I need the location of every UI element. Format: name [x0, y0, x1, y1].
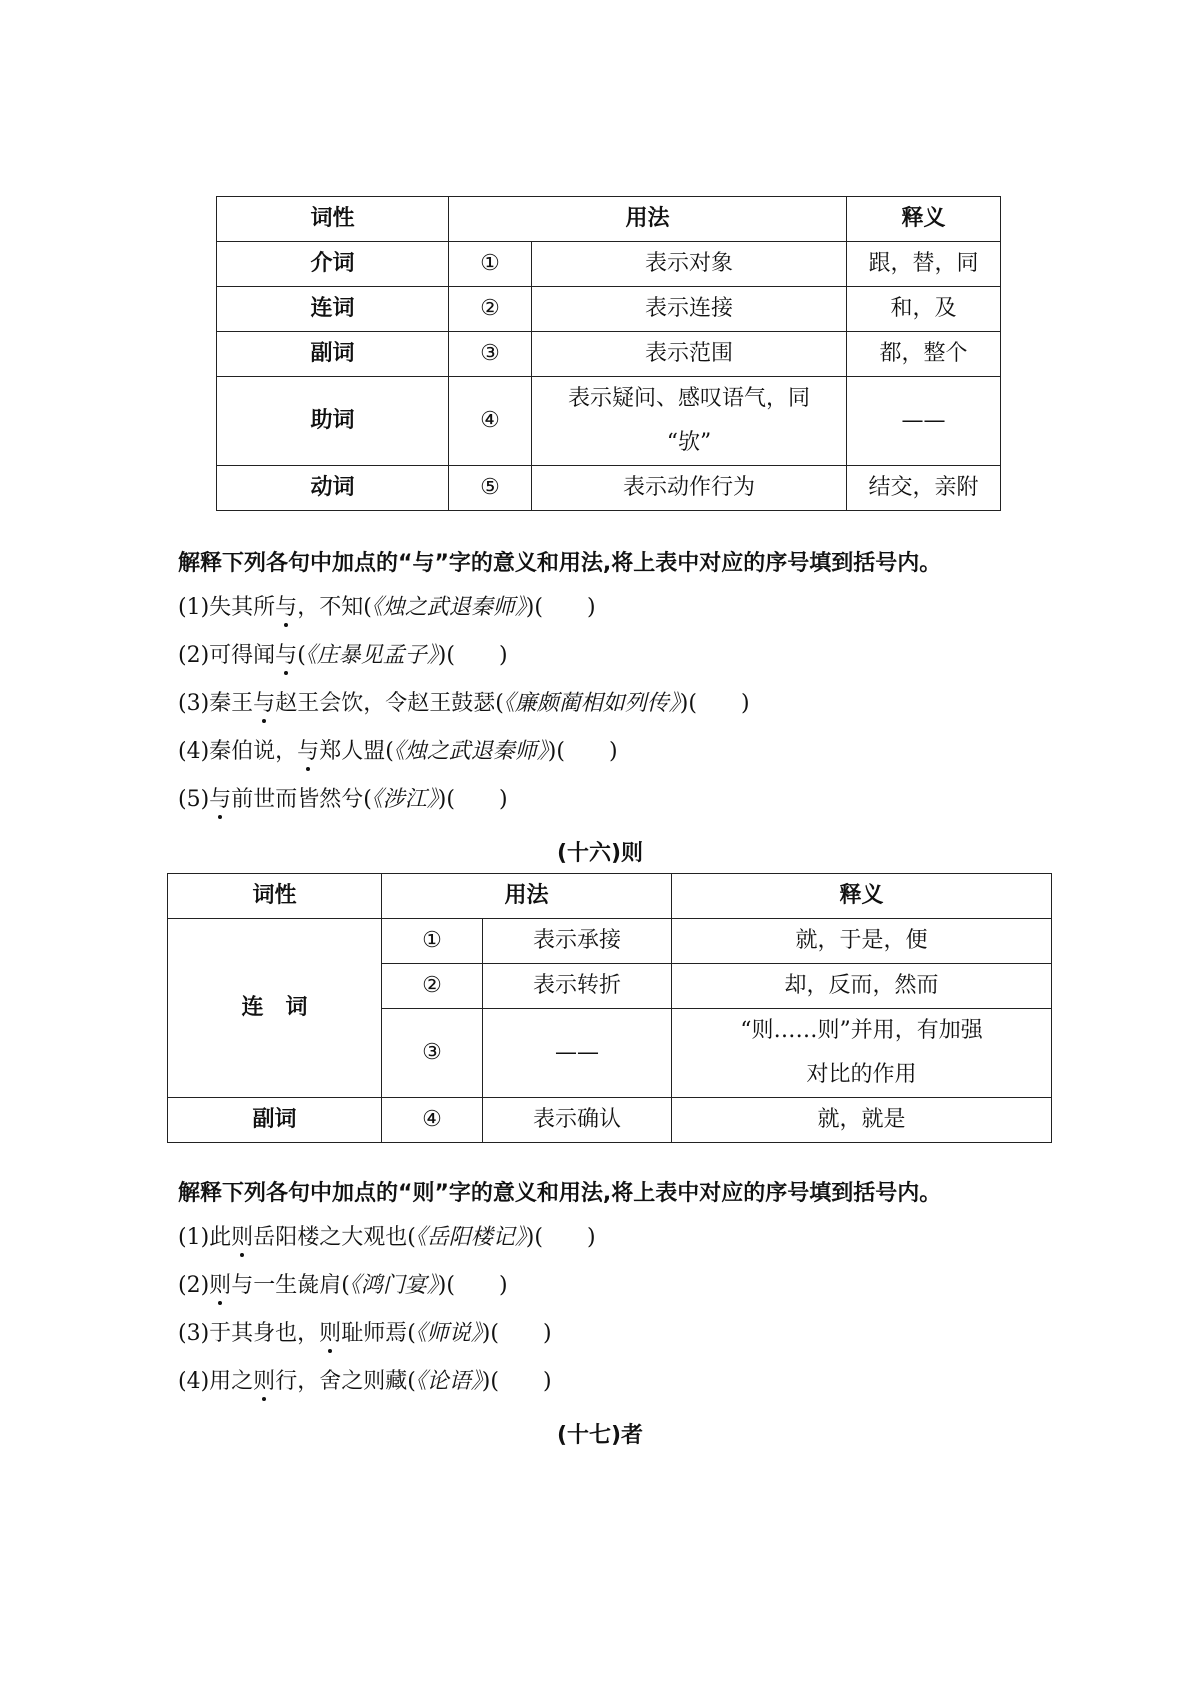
meaning-cell: 结交，亲附: [847, 466, 1001, 511]
table-row: [217, 242, 1001, 287]
yu-usage-table: [216, 196, 1001, 511]
book-title: 《涉江》: [371, 787, 438, 812]
header-meaning: 释义: [672, 874, 1052, 919]
num-cell: ②: [382, 964, 483, 1009]
question-item: [178, 734, 618, 765]
table-row: [217, 287, 1001, 332]
question-text: (4)秦伯说，: [178, 739, 298, 764]
meaning-cell: 就，就是: [672, 1098, 1052, 1143]
table-row: [217, 332, 1001, 377]
meaning-cell: 却，反而，然而: [672, 964, 1052, 1009]
num-cell: ④: [382, 1098, 483, 1143]
table-row: [168, 1098, 1052, 1143]
question-item: [178, 1364, 552, 1395]
question-text: (5): [178, 787, 210, 812]
question-text: (3)秦王: [178, 691, 254, 716]
meaning-cell: [672, 1009, 1052, 1098]
question-text: (3)于其身也，: [178, 1321, 320, 1346]
answer-blank: )( ): [437, 1273, 508, 1298]
question-item: [178, 1220, 596, 1251]
usage-cell: 表示对象: [532, 242, 847, 287]
question-text: 与一生彘肩(: [231, 1273, 350, 1298]
dotted-char: 则: [231, 1220, 253, 1251]
usage-cell: 表示转折: [483, 964, 672, 1009]
meaning-line: “则……则”并用，有加强: [740, 1018, 983, 1043]
answer-blank: )( ): [437, 787, 508, 812]
usage-cell: 表示动作行为: [532, 466, 847, 511]
pos-cell: 副词: [217, 332, 449, 377]
dotted-char: 与: [275, 638, 297, 669]
book-title: 《廉颇蔺相如列传》: [503, 691, 680, 716]
question-text: (1)此: [178, 1225, 232, 1250]
pos-cell: 动词: [217, 466, 449, 511]
header-pos: 词性: [168, 874, 382, 919]
dotted-char: 则: [319, 1316, 341, 1347]
dotted-char: 与: [275, 590, 297, 621]
table-header-row: [217, 197, 1001, 242]
question-text: 岳阳楼之大观也(: [253, 1225, 416, 1250]
dotted-char: 则: [209, 1268, 231, 1299]
usage-line: “欤”: [666, 430, 712, 455]
ze-usage-table: [167, 873, 1052, 1143]
question-item: [178, 590, 596, 621]
num-cell: ④: [449, 377, 532, 466]
question-item: [178, 1268, 508, 1299]
book-title: 《烛之武退秦师》: [371, 595, 526, 620]
question-item: [178, 686, 750, 717]
answer-blank: )( ): [481, 1321, 552, 1346]
answer-blank: )( ): [525, 595, 596, 620]
num-cell: ①: [449, 242, 532, 287]
book-title: 《师说》: [415, 1321, 482, 1346]
answer-blank: )( ): [437, 643, 508, 668]
instruction-ze: 解释下列各句中加点的“则”字的意义和用法,将上表中对应的序号填到括号内。: [178, 1181, 942, 1206]
meaning-cell: 就，于是，便: [672, 919, 1052, 964]
pos-cell: 助词: [217, 377, 449, 466]
section-title-ze: (十六)则: [556, 841, 644, 866]
question-text: (2): [178, 1273, 210, 1298]
dotted-char: 则: [253, 1364, 275, 1395]
question-text: (2)可得闻: [178, 643, 276, 668]
question-text: ，不知(: [297, 595, 372, 620]
num-cell: ②: [449, 287, 532, 332]
usage-line: 表示疑问、感叹语气，同: [568, 386, 811, 411]
answer-blank: )( ): [525, 1225, 596, 1250]
header-usage: 用法: [382, 874, 672, 919]
header-usage: 用法: [449, 197, 847, 242]
answer-blank: )( ): [547, 739, 618, 764]
question-text: 赵王会饮，令赵王鼓瑟(: [275, 691, 504, 716]
question-text: (1)失其所: [178, 595, 276, 620]
question-text: 耻师焉(: [341, 1321, 416, 1346]
meaning-cell: ——: [847, 377, 1001, 466]
book-title: 《论语》: [415, 1369, 482, 1394]
usage-cell: 表示范围: [532, 332, 847, 377]
book-title: 《庄暴见孟子》: [305, 643, 438, 668]
book-title: 《岳阳楼记》: [415, 1225, 526, 1250]
header-pos: 词性: [217, 197, 449, 242]
question-text: (4)用之: [178, 1369, 254, 1394]
answer-blank: )( ): [679, 691, 750, 716]
pos-cell: 连 词: [168, 919, 382, 1098]
instruction-yu: 解释下列各句中加点的“与”字的意义和用法,将上表中对应的序号填到括号内。: [178, 551, 942, 576]
usage-cell: 表示承接: [483, 919, 672, 964]
usage-cell: 表示连接: [532, 287, 847, 332]
section-title-zhe: (十七)者: [556, 1423, 644, 1448]
question-text: (: [297, 643, 306, 668]
meaning-line: 对比的作用: [806, 1062, 917, 1087]
table-row: [168, 919, 1052, 964]
question-text: 行，舍之则藏(: [275, 1369, 416, 1394]
meaning-cell: 都，整个: [847, 332, 1001, 377]
dotted-char: 与: [253, 686, 275, 717]
meaning-cell: 跟，替，同: [847, 242, 1001, 287]
table-row: [217, 466, 1001, 511]
answer-blank: )( ): [481, 1369, 552, 1394]
book-title: 《鸿门宴》: [349, 1273, 438, 1298]
num-cell: ③: [382, 1009, 483, 1098]
question-text: 郑人盟(: [319, 739, 394, 764]
header-meaning: 释义: [847, 197, 1001, 242]
pos-cell: 连词: [217, 287, 449, 332]
question-item: [178, 782, 508, 813]
num-cell: ①: [382, 919, 483, 964]
dotted-char: 与: [297, 734, 319, 765]
num-cell: ⑤: [449, 466, 532, 511]
table-row: [217, 377, 1001, 466]
pos-cell: 副词: [168, 1098, 382, 1143]
usage-cell: 表示确认: [483, 1098, 672, 1143]
meaning-cell: 和，及: [847, 287, 1001, 332]
usage-cell: [532, 377, 847, 466]
question-item: [178, 638, 508, 669]
question-text: 前世而皆然兮(: [231, 787, 372, 812]
question-item: [178, 1316, 552, 1347]
pos-cell: 介词: [217, 242, 449, 287]
usage-cell: ——: [483, 1009, 672, 1098]
table-header-row: [168, 874, 1052, 919]
num-cell: ③: [449, 332, 532, 377]
book-title: 《烛之武退秦师》: [393, 739, 548, 764]
dotted-char: 与: [209, 782, 231, 813]
